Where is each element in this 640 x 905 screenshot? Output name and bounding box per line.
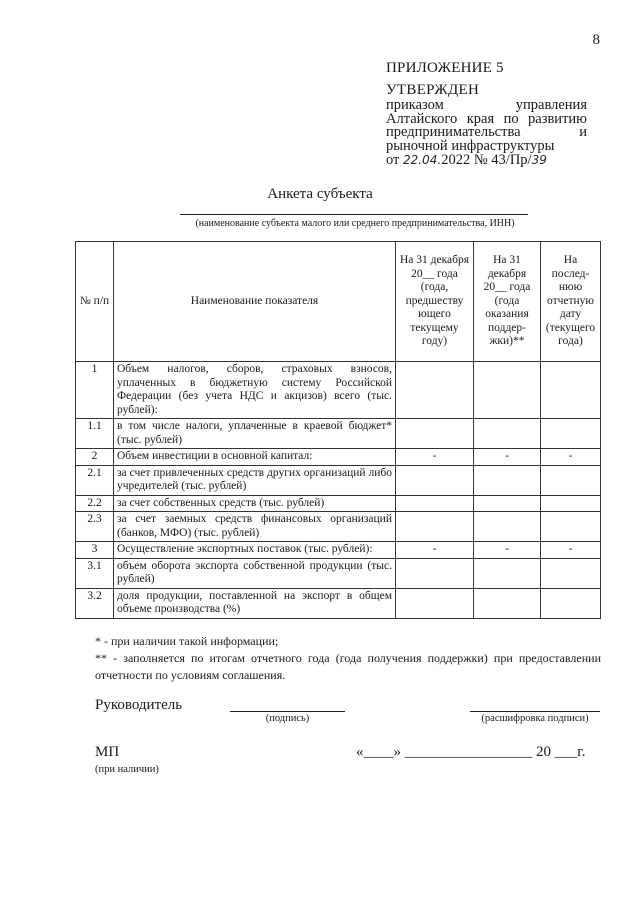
header-name: Наименование показателя	[114, 242, 396, 362]
row-value-current-date	[541, 512, 601, 542]
header-support-year: На 31 декабря 20__ года (года оказания поддер-жки)**	[474, 242, 541, 362]
table-row	[76, 588, 601, 618]
date-printed: 2022 № 43/Пр/	[441, 152, 532, 168]
decryption-line	[470, 711, 600, 712]
row-value-support-year	[474, 362, 541, 419]
header-current-date: На послед-нюю отчетную дату (текущего года)	[541, 242, 601, 362]
approved-label: УТВЕРЖДЕН	[386, 82, 480, 98]
row-value-support-year	[474, 495, 541, 512]
row-indicator-name: доля продукции, поставленной на экспорт в общем объеме производства (%)	[114, 588, 396, 618]
footnote-2: ** - заполняется по итогам отчетного года (года получения поддержки) при предоставлении отчетности по условиям соглашения.	[95, 651, 601, 682]
row-value-prev-year	[396, 588, 474, 618]
row-number: 1	[76, 362, 114, 419]
date-line: «____» _________________ 20 ___г.	[356, 744, 586, 760]
form-title: Анкета субъекта	[267, 186, 373, 202]
row-number: 3	[76, 542, 114, 559]
row-value-current-date: -	[541, 449, 601, 466]
row-number: 3.2	[76, 588, 114, 618]
header-prev-year: На 31 декабря 20__ года (года, предшеству ющего текущему году)	[396, 242, 474, 362]
table-row	[76, 362, 601, 419]
table-row	[76, 419, 601, 449]
appendix-label: ПРИЛОЖЕНИЕ 5	[386, 60, 504, 76]
row-value-support-year	[474, 588, 541, 618]
subject-name-line	[180, 214, 528, 215]
decree-text: приказом управления Алтайского края по развитию предпринимательства и рыночной инфраструктуры	[386, 97, 587, 154]
table-row	[76, 495, 601, 512]
row-number: 1.1	[76, 419, 114, 449]
row-number: 2.2	[76, 495, 114, 512]
row-value-current-date: -	[541, 542, 601, 559]
row-indicator-name: объем оборота экспорта собственной продукции (тыс. рублей)	[114, 558, 396, 588]
decryption-caption: (расшифровка подписи)	[481, 713, 589, 724]
row-value-current-date	[541, 588, 601, 618]
header-num: № п/п	[76, 242, 114, 362]
row-value-current-date	[541, 362, 601, 419]
row-number: 2.3	[76, 512, 114, 542]
row-indicator-name: Объем налогов, сборов, страховых взносов, уплаченных в бюджетную систему Российской Федерации (без учета НДС и акцизов) всего (тыс. рублей):	[114, 362, 396, 419]
table-row	[76, 542, 601, 559]
signature-caption: (подпись)	[265, 713, 310, 724]
stamp-label: МП	[95, 744, 120, 760]
stamp-caption: (при наличии)	[95, 764, 159, 775]
row-value-support-year	[474, 465, 541, 495]
row-indicator-name: за счет собственных средств (тыс. рублей)	[114, 495, 396, 512]
date-prefix: от	[386, 152, 404, 168]
row-value-prev-year	[396, 465, 474, 495]
row-number: 3.1	[76, 558, 114, 588]
row-indicator-name: за счет заемных средств финансовых организаций (банков, МФО) (тыс. рублей)	[114, 512, 396, 542]
table-row	[76, 558, 601, 588]
indicators-table	[75, 241, 601, 619]
table-row	[76, 512, 601, 542]
row-value-current-date	[541, 495, 601, 512]
row-value-current-date	[541, 465, 601, 495]
row-value-support-year	[474, 558, 541, 588]
row-value-current-date	[541, 558, 601, 588]
handwritten-date: 22.04.	[403, 153, 442, 167]
row-value-prev-year	[396, 419, 474, 449]
row-value-prev-year	[396, 495, 474, 512]
row-value-prev-year	[396, 512, 474, 542]
row-value-prev-year: -	[396, 449, 474, 466]
row-value-support-year	[474, 419, 541, 449]
row-number: 2.1	[76, 465, 114, 495]
row-indicator-name: в том числе налоги, уплаченные в краевой бюджет* (тыс. рублей)	[114, 419, 396, 449]
row-value-current-date	[541, 419, 601, 449]
decree-date-number	[386, 152, 547, 169]
page-number: 8	[592, 32, 600, 48]
row-value-prev-year: -	[396, 542, 474, 559]
handwritten-number: 39	[531, 153, 547, 167]
table-row	[76, 449, 601, 466]
row-value-support-year: -	[474, 449, 541, 466]
row-value-prev-year	[396, 362, 474, 419]
row-indicator-name: Объем инвестиции в основной капитал:	[114, 449, 396, 466]
row-value-support-year: -	[474, 542, 541, 559]
footnote-1: * - при наличии такой информации;	[95, 634, 279, 648]
row-indicator-name: Осуществление экспортных поставок (тыс. рублей):	[114, 542, 396, 559]
table-header-row	[76, 242, 601, 362]
table-row	[76, 465, 601, 495]
row-number: 2	[76, 449, 114, 466]
row-indicator-name: за счет привлеченных средств других организаций либо учредителей (тыс. рублей)	[114, 465, 396, 495]
head-label: Руководитель	[95, 697, 183, 713]
row-value-prev-year	[396, 558, 474, 588]
subject-name-caption: (наименование субъекта малого или среднего предпринимательства, ИНН)	[195, 218, 515, 229]
row-value-support-year	[474, 512, 541, 542]
signature-line	[230, 711, 345, 712]
